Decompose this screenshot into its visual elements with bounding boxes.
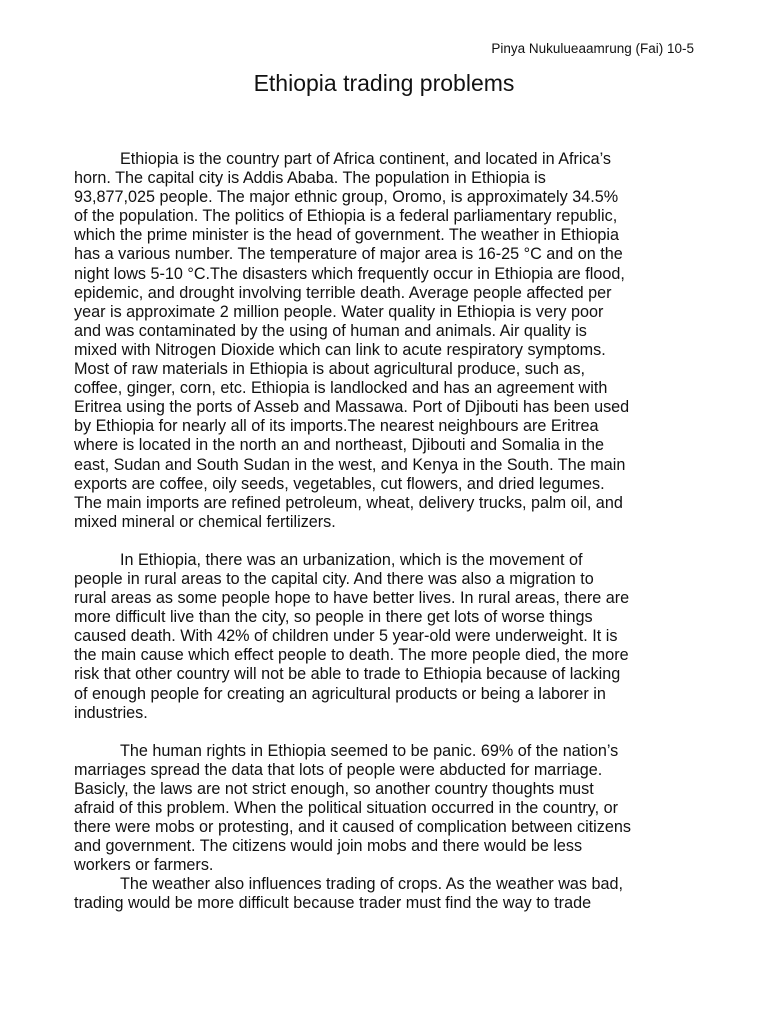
text-line: night lows 5-10 °C.The disasters which frequently occur in Ethiopia are flood, (74, 264, 625, 283)
author-line: Pinya Nukulueaamrung (Fai) 10-5 (491, 41, 694, 56)
text-line: Eritrea using the ports of Asseb and Massawa. Port of Djibouti has been used (74, 398, 630, 417)
text-line: where is located in the north an and northeast, Djibouti and Somalia in the (74, 436, 605, 455)
text-line: mixed with Nitrogen Dioxide which can link to acute respiratory symptoms. (74, 340, 606, 359)
text-line: afraid of this problem. When the political situation occurred in the country, or (74, 799, 619, 817)
paragraph-4 (74, 875, 704, 913)
text-line: marriages spread the data that lots of people were abducted for marriage. (74, 760, 603, 779)
text-line: workers or farmers. (74, 856, 214, 875)
text-line: east, Sudan and South Sudan in the west, and Kenya in the South. The main (74, 455, 626, 474)
text-line: trading would be more difficult because trader must find the way to trade (74, 894, 592, 913)
page-title: Ethiopia trading problems (253, 70, 515, 96)
paragraph-2 (74, 551, 704, 723)
text-line: and was contaminated by the using of human and animals. Air quality is (74, 321, 587, 340)
text-line: the main cause which effect people to death. The more people died, the more (74, 646, 629, 665)
text-line: The main imports are refined petroleum, wheat, delivery trucks, palm oil, and (74, 493, 623, 512)
text-line: coffee, ginger, corn, etc. Ethiopia is landlocked and has an agreement with (74, 379, 608, 398)
paragraph-gap (74, 532, 704, 551)
text-line: of the population. The politics of Ethiopia is a federal parliamentary republic, (74, 207, 618, 226)
text-line: caused death. With 42% of children under 5 year-old were underweight. It is (74, 627, 618, 646)
paragraph-1 (74, 150, 704, 532)
document-body (74, 150, 704, 914)
text-line: there were mobs or protesting, and it caused of complication between citizens (74, 818, 631, 837)
text-line: and government. The citizens would join mobs and there would be less (74, 837, 583, 856)
text-line: more difficult live than the city, so people in there get lots of worse things (74, 608, 593, 627)
text-line: Basicly, the laws are not strict enough, so another country thoughts must (74, 779, 594, 798)
text-line: 93,877,025 people. The major ethnic group, Oromo, is approximately 34.5% (74, 188, 619, 207)
text-line: exports are coffee, oily seeds, vegetables, cut flowers, and dried legumes. (74, 474, 605, 493)
paragraph-gap (74, 723, 704, 742)
paragraph-3 (74, 742, 704, 876)
text-line: of enough people for creating an agricultural products or being a laborer in (74, 684, 606, 703)
text-line: epidemic, and drought involving terrible death. Average people affected per (74, 283, 612, 302)
text-line: The weather also influences trading of crops. As the weather was bad, (120, 875, 623, 894)
text-line: horn. The capital city is Addis Ababa. The population in Ethiopia is (74, 169, 546, 188)
text-line: Most of raw materials in Ethiopia is about agricultural produce, such as, (74, 360, 586, 379)
text-line: by Ethiopia for nearly all of its imports.The nearest neighbours are Eritrea (74, 417, 599, 436)
text-line: has a various number. The temperature of major area is 16-25 °C and on the (74, 245, 623, 264)
text-line: In Ethiopia, there was an urbanization, which is the movement of (120, 550, 583, 569)
text-line: Ethiopia is the country part of Africa continent, and located in Africa’s (120, 150, 612, 168)
text-line: rural areas as some people hope to have better lives. In rural areas, there are (74, 589, 630, 608)
text-line: mixed mineral or chemical fertilizers. (74, 512, 336, 531)
text-line: people in rural areas to the capital city. And there was also a migration to (74, 569, 594, 588)
text-line: which the prime minister is the head of government. The weather in Ethiopia (74, 226, 619, 245)
text-line: year is approximate 2 million people. Water quality in Ethiopia is very poor (74, 302, 604, 321)
text-line: risk that other country will not be able to trade to Ethiopia because of lacking (74, 665, 621, 684)
text-line: industries. (74, 703, 148, 722)
text-line: The human rights in Ethiopia seemed to be panic. 69% of the nation’s (120, 741, 619, 760)
